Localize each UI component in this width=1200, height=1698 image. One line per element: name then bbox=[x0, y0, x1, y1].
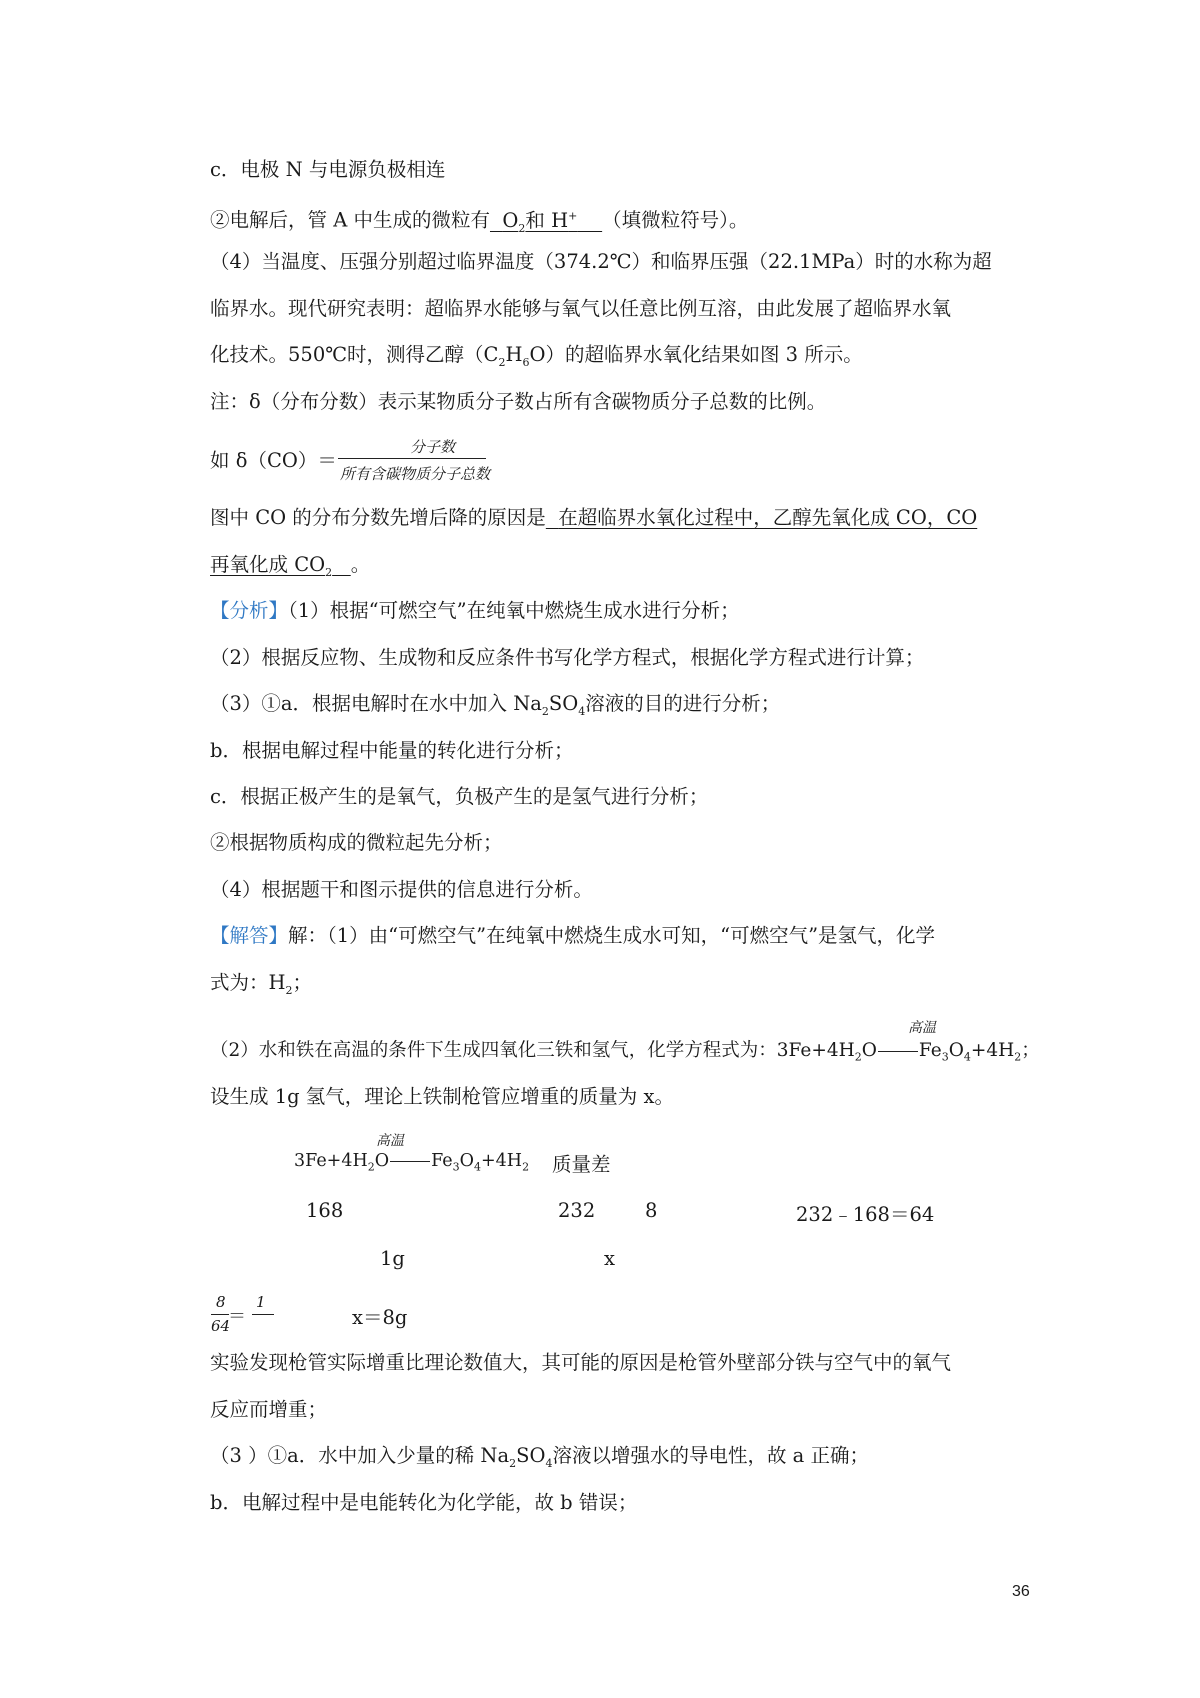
condition-label-2: 高温 bbox=[376, 1133, 404, 1149]
delta-fraction-denominator: 所有含碳物质分子总数 bbox=[340, 465, 491, 483]
analysis-tag: 【分析】 bbox=[210, 599, 289, 622]
co-reason-answer-1: 在超临界水氧化过程中，乙醇先氧化成 CO，CO bbox=[558, 506, 978, 529]
analysis-text-7: （4）根据题干和图示提供的信息进行分析。 bbox=[210, 878, 593, 901]
analysis-line-7 bbox=[210, 876, 593, 904]
ratio-equals: ＝ bbox=[228, 1306, 246, 1327]
analysis-text-6: ②根据物质构成的微粒起先分析； bbox=[210, 831, 503, 854]
particles-answer: $O_2$和 H+ bbox=[502, 208, 578, 235]
particles-question-text: ②电解后，管 A 中生成的微粒有 bbox=[210, 208, 490, 232]
note-text: 注：δ（分布分数）表示某物质分子数占所有含碳物质分子总数的比例。 bbox=[210, 390, 827, 413]
value-168: 168 bbox=[306, 1199, 344, 1222]
delta-definition-label: 如 δ（CO）＝ bbox=[210, 449, 337, 472]
particles-hint: （填微粒符号）。 bbox=[602, 208, 749, 232]
delta-fraction-numerator: 分子数 bbox=[410, 438, 456, 456]
co-reason-line-2: 再氧化成 $CO_2$ 。 bbox=[210, 553, 371, 579]
co-reason-answer-2: 再氧化成 $CO_2$ bbox=[210, 553, 333, 579]
solution-3-line-2 bbox=[210, 1489, 637, 1517]
analysis-line-6 bbox=[210, 829, 503, 857]
experiment-line-1 bbox=[210, 1349, 951, 1377]
analysis-line-4 bbox=[210, 737, 573, 765]
solution-3-line-1: （3 ）①a．水中加入少量的稀 $Na_2SO_4$溶液以增强水的导电性，故 a 正确； bbox=[210, 1444, 870, 1470]
analysis-text-1: （1）根据“可燃空气”在纯氧中燃烧生成水进行分析； bbox=[288, 599, 740, 622]
ratio-right-numerator: 1 bbox=[256, 1293, 266, 1311]
equation-line: （2）水和铁在高温的条件下生成四氧化三铁和氢气，化学方程式为：$3Fe+4H_2O$ $Fe_3O_4+4H_2$； bbox=[210, 1040, 1040, 1064]
paragraph-4-text-2: 临界水。现代研究表明：超临界水能够与氧气以任意比例互溶，由此发展了超临界水氧 bbox=[210, 297, 952, 320]
assumption-line bbox=[210, 1083, 674, 1111]
solution-tag: 【解答】 bbox=[210, 924, 289, 947]
paragraph-4-line-2 bbox=[210, 295, 951, 323]
paragraph-4-line-1 bbox=[210, 248, 992, 276]
value-8: 8 bbox=[645, 1199, 658, 1222]
x-result: x＝8g bbox=[352, 1306, 408, 1329]
condition-label-1: 高温 bbox=[908, 1020, 936, 1036]
ratio-left-denominator: 64 bbox=[211, 1317, 231, 1335]
paragraph-4-text-1: （4）当温度、压强分别超过临界温度（374.2℃）和临界压强（22.1MPa）时的水称为超 bbox=[210, 250, 992, 273]
option-c-line bbox=[210, 156, 445, 184]
value-x: x bbox=[604, 1247, 615, 1270]
ratio-left-bar bbox=[211, 1314, 229, 1315]
answer-particles-line bbox=[210, 202, 748, 242]
delta-definition-line bbox=[210, 447, 337, 475]
page-number: 36 bbox=[1012, 1583, 1030, 1600]
solution-line-1 bbox=[210, 922, 935, 950]
analysis-line-1 bbox=[210, 597, 740, 625]
solution-text-1: 解：（1）由“可燃空气”在纯氧中燃烧生成水可知，“可燃空气”是氢气，化学 bbox=[288, 924, 936, 947]
analysis-text-2: （2）根据反应物、生成物和反应条件书写化学方程式，根据化学方程式进行计算； bbox=[210, 646, 925, 669]
value-difference: 232﹣168＝64 bbox=[796, 1203, 935, 1226]
experiment-line-2 bbox=[210, 1396, 327, 1424]
analysis-text-4: b．根据电解过程中能量的转化进行分析； bbox=[210, 739, 574, 762]
analysis-line-2 bbox=[210, 644, 924, 672]
solution-line-2: 式为：$H_2$； bbox=[210, 971, 313, 997]
note-line bbox=[210, 388, 826, 416]
co-reason-question: 图中 CO 的分布分数先增后降的原因是 bbox=[210, 506, 546, 529]
analysis-line-3: （3）①a．根据电解时在水中加入 $Na_2SO_4$溶液的目的进行分析； bbox=[210, 692, 781, 718]
co-reason-line-1 bbox=[210, 504, 977, 532]
delta-fraction-bar bbox=[338, 458, 486, 459]
analysis-text-5: c．根据正极产生的是氧气，负极产生的是氢气进行分析； bbox=[210, 785, 709, 808]
value-1g: 1g bbox=[380, 1247, 405, 1270]
reaction-arrow bbox=[878, 1051, 918, 1052]
ratio-right-bar bbox=[252, 1314, 274, 1315]
solution-3-text-2: b．电解过程中是电能转化为化学能，故 b 错误； bbox=[210, 1491, 638, 1514]
option-c-text: c．电极 N 与电源负极相连 bbox=[210, 158, 446, 181]
ratio-left-numerator: 8 bbox=[216, 1293, 226, 1311]
assumption-text: 设生成 1g 氢气，理论上铁制枪管应增重的质量为 x。 bbox=[210, 1085, 674, 1108]
mass-difference-label: 质量差 bbox=[552, 1153, 611, 1176]
experiment-text-2: 反应而增重； bbox=[210, 1398, 328, 1421]
analysis-line-5 bbox=[210, 783, 708, 811]
calc-reaction-arrow bbox=[390, 1161, 430, 1162]
value-232: 232 bbox=[558, 1199, 596, 1222]
paragraph-4-line-3: 化技术。550℃时，测得乙醇$(C_2H_6O)$的超临界水氧化结果如图 3 所示。 bbox=[210, 343, 863, 369]
experiment-text-1: 实验发现枪管实际增重比理论数值大，其可能的原因是枪管外壁部分铁与空气中的氧气 bbox=[210, 1351, 952, 1374]
calc-equation: $3Fe+4H_2O$ $Fe_3O_4+4H_2$ bbox=[294, 1151, 530, 1174]
